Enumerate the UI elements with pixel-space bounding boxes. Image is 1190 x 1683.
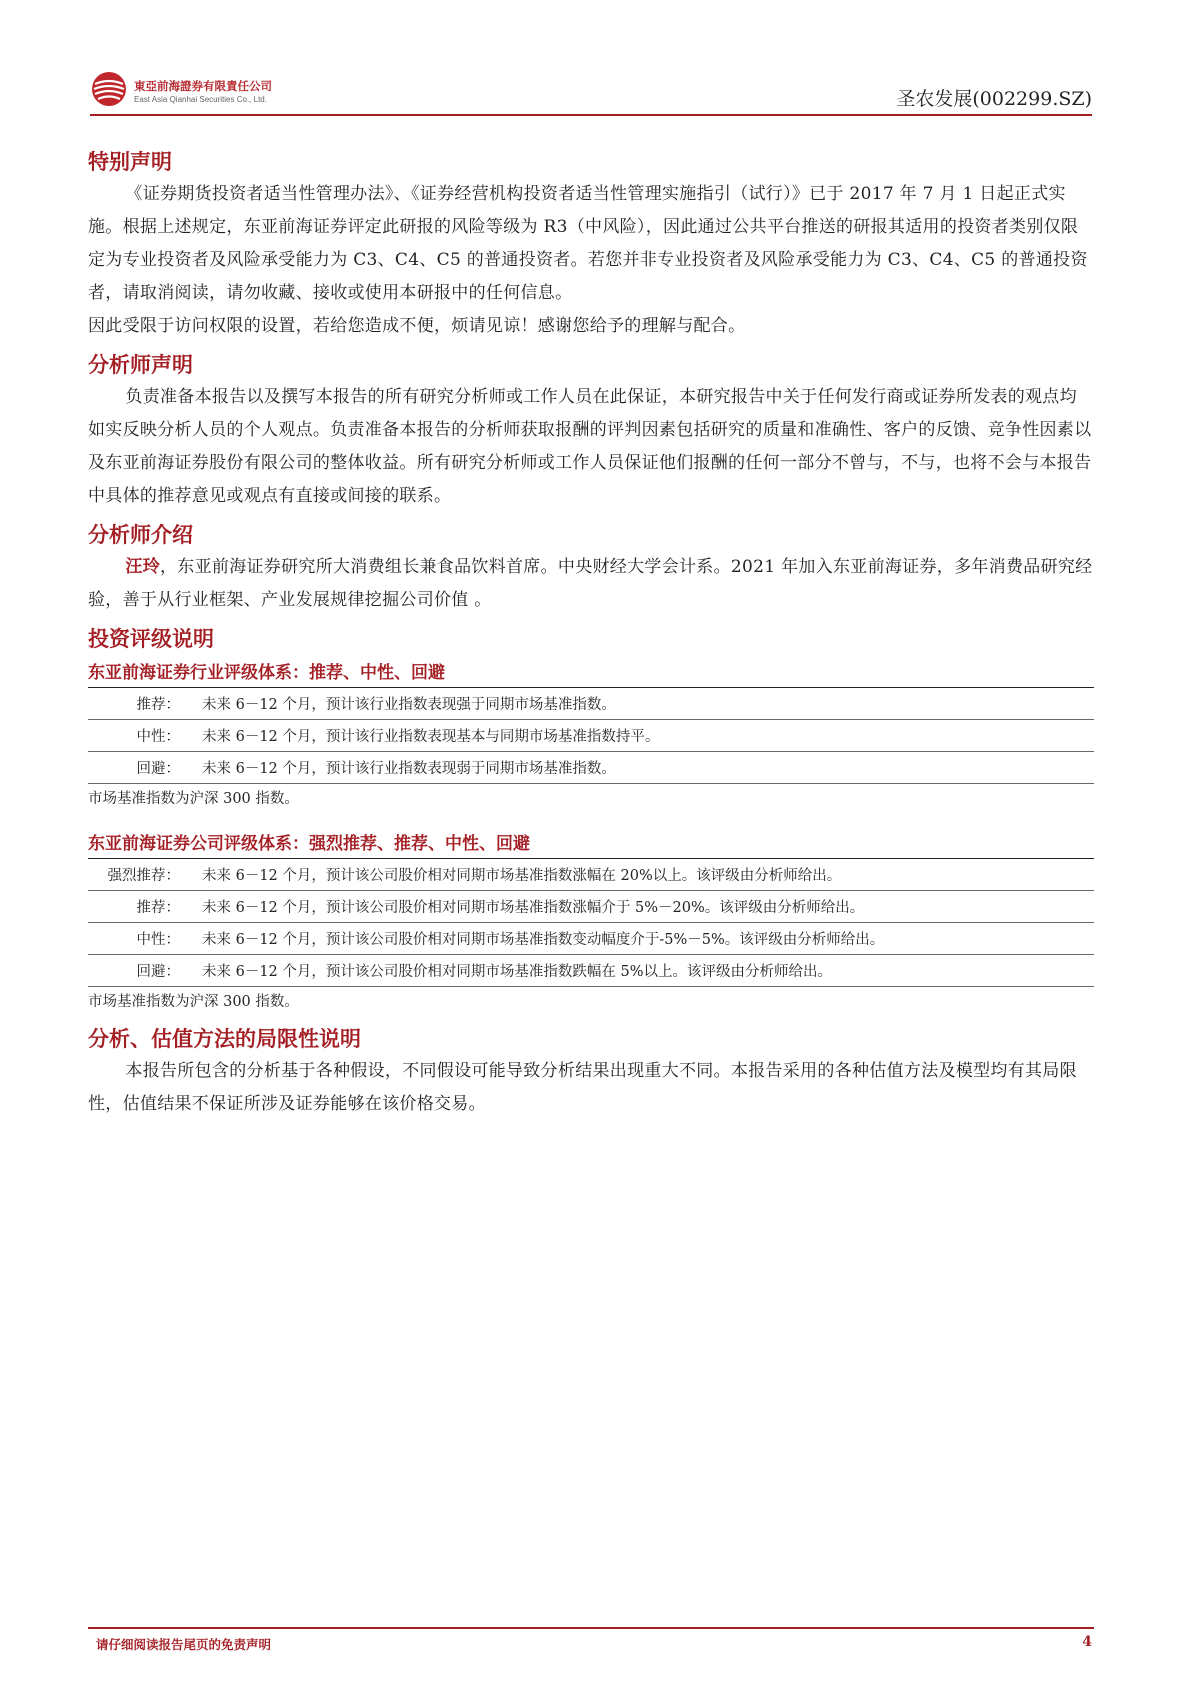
table-row	[88, 923, 1094, 955]
rating-description: 未来 6－12 个月，预计该行业指数表现弱于同期市场基准指数。	[202, 761, 616, 777]
rating-title: 投资评级说明	[88, 626, 214, 651]
table-row	[88, 891, 1094, 923]
page-header	[90, 62, 1092, 118]
company-name-cn: 東亞前海證券有限責任公司	[134, 79, 272, 93]
company-rating-note: 市场基准指数为沪深 300 指数。	[88, 994, 299, 1010]
rating-label: 推荐：	[136, 900, 180, 916]
rating-label: 回避：	[136, 761, 180, 777]
table-row	[88, 955, 1094, 987]
analyst-intro-paragraph	[88, 551, 1094, 617]
rating-description: 未来 6－12 个月，预计该行业指数表现基本与同期市场基准指数持平。	[202, 729, 660, 745]
company-rating-table	[88, 859, 1094, 987]
rating-label: 回避：	[136, 964, 180, 980]
rating-description: 未来 6－12 个月，预计该公司股价相对同期市场基准指数涨幅介于 5%－20%。该评级由分析师给出。	[202, 900, 865, 916]
rating-label: 强烈推荐：	[107, 868, 180, 884]
company-rating-heading: 东亚前海证券公司评级体系：强烈推荐、推荐、中性、回避	[88, 830, 1094, 859]
table-row	[88, 859, 1094, 891]
rating-label: 中性：	[136, 932, 180, 948]
industry-rating-table	[88, 688, 1094, 784]
company-name-en: East Asia Qianhai Securities Co., Ltd.	[134, 95, 267, 104]
rating-section	[88, 623, 1094, 1017]
industry-rating-heading: 东亚前海证券行业评级体系：推荐、中性、回避	[88, 659, 1094, 688]
company-logo	[90, 68, 280, 112]
rating-label: 中性：	[136, 729, 180, 745]
header-divider	[90, 114, 1092, 116]
stock-title: 圣农发展(002299.SZ)	[896, 88, 1092, 110]
limitations-section	[88, 1023, 1094, 1121]
footer-divider	[88, 1627, 1094, 1629]
rating-description: 未来 6－12 个月，预计该行业指数表现强于同期市场基准指数。	[202, 697, 616, 713]
report-content	[88, 146, 1094, 1127]
limitations-paragraph: 本报告所包含的分析基于各种假设，不同假设可能导致分析结果出现重大不同。本报告采用的各种估值方法及模型均有其局限性，估值结果不保证所涉及证券能够在该价格交易。	[88, 1061, 1077, 1114]
special-statement-title: 特别声明	[88, 149, 172, 174]
industry-rating-note: 市场基准指数为沪深 300 指数。	[88, 791, 299, 807]
page-number: 4	[1082, 1634, 1092, 1650]
rating-description: 未来 6－12 个月，预计该公司股价相对同期市场基准指数跌幅在 5%以上。该评级由分析师给出。	[202, 964, 833, 980]
rating-description: 未来 6－12 个月，预计该公司股价相对同期市场基准指数变动幅度介于-5%－5%。该评级由分析师给出。	[202, 932, 885, 948]
analyst-name: 汪玲	[125, 557, 160, 577]
special-statement-paragraph: 《证券期货投资者适当性管理办法》、《证券经营机构投资者适当性管理实施指引（试行）》已于 2017 年 7 月 1 日起正式实施。根据上述规定，东亚前海证券评定此研报的风险等级为 R3（中风险），因此通过公共平台推送的研报其适用的投资者类别仅限定为专业投资者及风险承受能力为 C3、C4、C5 的普通投资者。若您并非专业投资者及风险承受能力为 C3、C4、C5 的普通投资者，请取消阅读，请勿收藏、接收或使用本研报中的任何信息。	[88, 184, 1088, 303]
table-row	[88, 752, 1094, 784]
table-row	[88, 720, 1094, 752]
limitations-title: 分析、估值方法的局限性说明	[88, 1026, 361, 1051]
analyst-intro-title: 分析师介绍	[88, 522, 193, 547]
analyst-intro-text: ，东亚前海证券研究所大消费组长兼食品饮料首席。中央财经大学会计系。2021 年加入东亚前海证券，多年消费品研究经验，善于从行业框架、产业发展规律挖掘公司价值 。	[88, 557, 1093, 610]
table-row	[88, 688, 1094, 720]
analyst-intro-section	[88, 519, 1094, 617]
footer-disclaimer: 请仔细阅读报告尾页的免责声明	[96, 1637, 272, 1652]
analyst-statement-title: 分析师声明	[88, 352, 193, 377]
analyst-statement-section	[88, 349, 1094, 513]
analyst-statement-paragraph: 负责准备本报告以及撰写本报告的所有研究分析师或工作人员在此保证，本研究报告中关于任何发行商或证券所发表的观点均如实反映分析人员的个人观点。负责准备本报告的分析师获取报酬的评判因素包括研究的质量和准确性、客户的反馈、竞争性因素以及东亚前海证券股份有限公司的整体收益。所有研究分析师或工作人员保证他们报酬的任何一部分不曾与，不与，也将不会与本报告中具体的推荐意见或观点有直接或间接的联系。	[88, 387, 1092, 506]
logo-mark-icon	[90, 70, 128, 108]
rating-label: 推荐：	[136, 697, 180, 713]
special-statement-note: 因此受限于访问权限的设置，若给您造成不便，烦请见谅！感谢您给予的理解与配合。	[88, 316, 746, 336]
rating-description: 未来 6－12 个月，预计该公司股价相对同期市场基准指数涨幅在 20%以上。该评级由分析师给出。	[202, 868, 842, 884]
special-statement-section	[88, 146, 1094, 343]
